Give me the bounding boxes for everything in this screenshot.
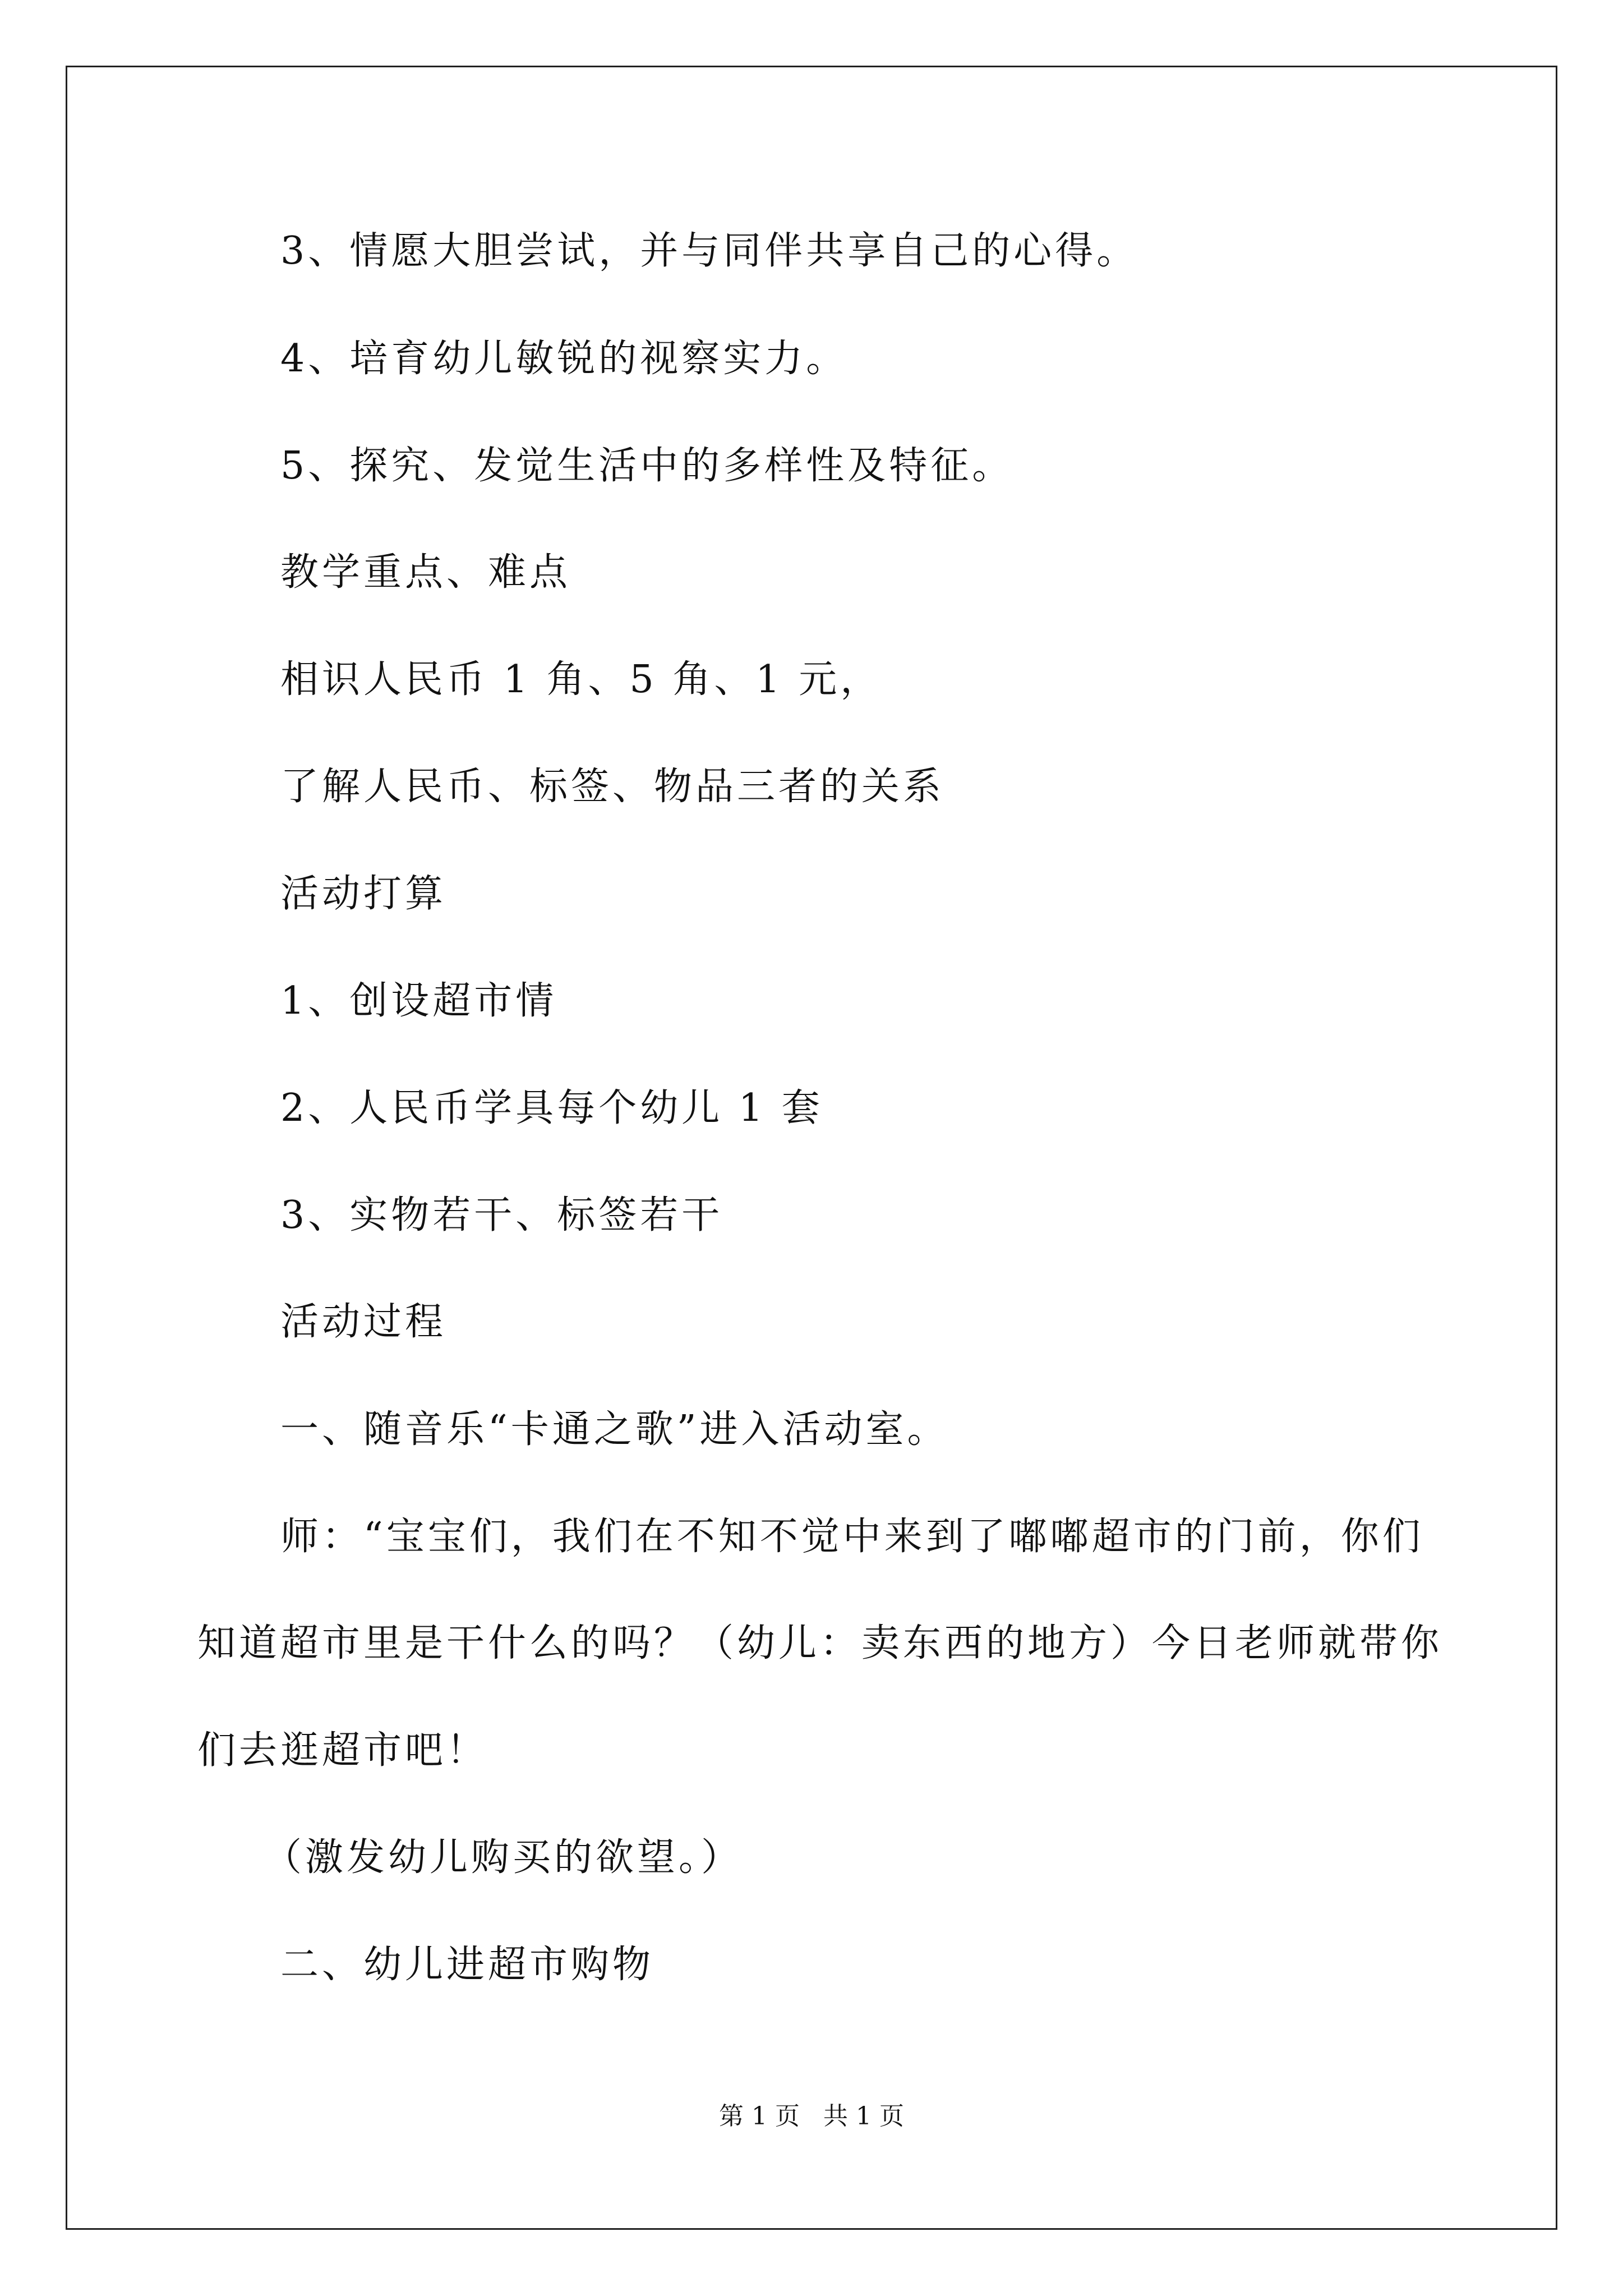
teacher-dialogue-line-3: 们去逛超市吧！ [197,1728,488,1773]
key-point-2: 了解人民币、标签、物品三者的关系 [280,765,945,809]
objective-4: 4、培育幼儿敏锐的视察实力。 [280,337,848,381]
preparation-2: 2、人民币学具每个幼儿 1 套 [280,1086,823,1130]
teacher-dialogue-line-2: 知道超市里是干什么的吗？（幼儿：卖东西的地方）今日老师就带你 [197,1621,1443,1665]
preparation-1: 1、创设超市情 [280,979,557,1023]
preparation-3: 3、实物若干、标签若干 [280,1193,723,1237]
section-heading-process: 活动过程 [280,1300,447,1344]
process-step-1: 一、随音乐“卡通之歌”进入活动室。 [280,1407,949,1452]
key-point-1: 相识人民币 1 角、5 角、1 元， [280,657,882,702]
section-heading-preparation: 活动打算 [280,872,447,916]
objective-3: 3、情愿大胆尝试，并与同伴共享自己的心得。 [280,229,1138,273]
section-heading-key-points: 教学重点、难点 [280,550,571,595]
teacher-dialogue-line-1: 师：“宝宝们，我们在不知不觉中来到了嘟嘟超市的门前，你们 [280,1515,1424,1559]
page-frame [66,66,1557,2230]
page-number-footer: 第 1 页 共 1 页 [719,2102,904,2131]
process-step-2: 二、幼儿进超市购物 [280,1943,654,1987]
process-note: （激发幼儿购买的欲望。） [264,1835,743,1880]
objective-5: 5、探究、发觉生活中的多样性及特征。 [280,444,1014,488]
